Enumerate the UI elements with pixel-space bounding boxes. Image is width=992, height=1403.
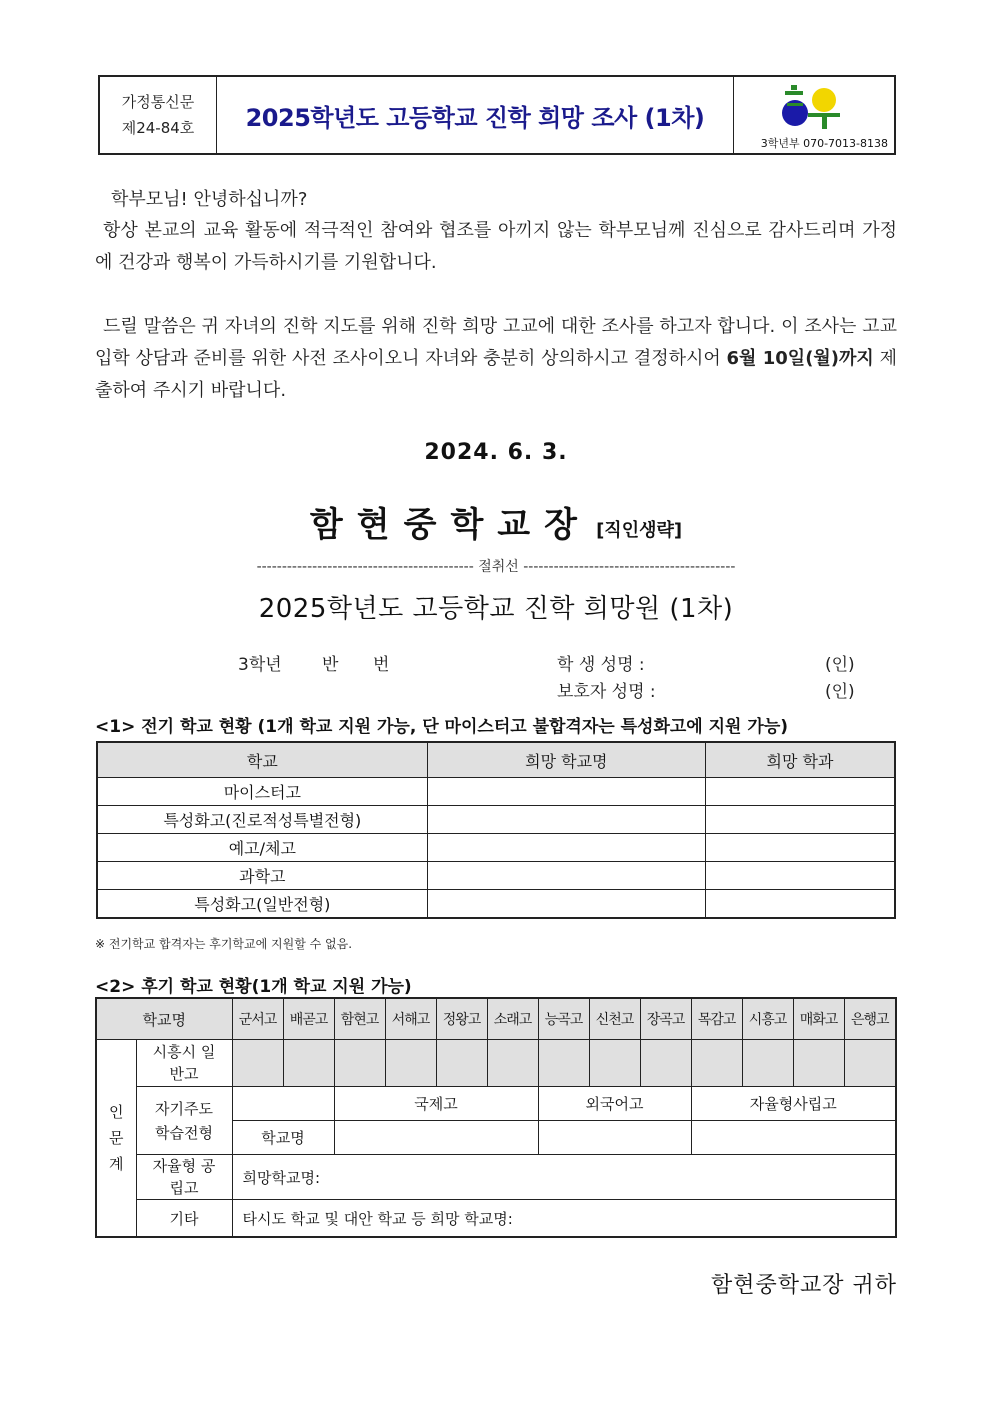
choice-cell[interactable]	[691, 1040, 742, 1087]
choice-cell[interactable]	[334, 1040, 385, 1087]
school-col: 소래고	[487, 998, 538, 1040]
principal-signature	[0, 497, 992, 546]
closing-address: 함현중학교장 귀하	[710, 1273, 897, 1298]
para2-post: 제출하여 주시기 바랍니다.	[95, 348, 897, 401]
other-label: 기타	[136, 1200, 232, 1238]
school-name-label: 학교명	[232, 1121, 334, 1155]
issue-no: 제24-84호	[121, 119, 195, 137]
private-school-header: 자율형사립고	[691, 1087, 896, 1121]
early-school-table	[96, 741, 896, 919]
late-school-table	[95, 997, 897, 1238]
other-school-row	[96, 1200, 896, 1238]
intl-school-input[interactable]	[334, 1121, 538, 1155]
school-col: 매화고	[793, 998, 844, 1040]
humanities-group	[96, 1040, 136, 1238]
class-label: 반	[322, 655, 339, 675]
self-directed-row	[96, 1087, 896, 1121]
parent-seal: (인)	[825, 682, 855, 702]
seal-omitted: [직인생략]	[596, 520, 683, 541]
school-col: 시흥고	[742, 998, 793, 1040]
choice-cell[interactable]	[589, 1040, 640, 1087]
letter-para1	[95, 215, 897, 279]
greeting-text: 학부모님! 안녕하십니까?	[111, 189, 308, 210]
school-type: 과학고	[97, 862, 427, 890]
school-col: 군서고	[232, 998, 283, 1040]
table-header-row	[97, 742, 895, 778]
cut-line: ------------------------------------------- 절취선 ------------------------------------------	[256, 559, 736, 575]
choice-cell[interactable]	[232, 1040, 283, 1087]
col-school: 학교	[97, 742, 427, 778]
student-seal: (인)	[825, 655, 855, 675]
table-row	[97, 862, 895, 890]
school-name-input[interactable]	[427, 806, 705, 834]
section2-title: <2> 후기 학교 현황(1개 학교 지원 가능)	[95, 977, 412, 997]
col-department: 희망 학과	[705, 742, 895, 778]
letter-para2	[95, 311, 897, 407]
school-logo-icon	[782, 83, 846, 133]
school-type: 예고/체고	[97, 834, 427, 862]
issue-number	[100, 77, 217, 153]
choice-cell[interactable]	[487, 1040, 538, 1087]
foreign-lang-input[interactable]	[538, 1121, 691, 1155]
para2-text	[95, 311, 897, 407]
school-name-input[interactable]	[427, 862, 705, 890]
school-col: 서해고	[385, 998, 436, 1040]
header-box	[98, 75, 896, 155]
choice-cell[interactable]	[436, 1040, 487, 1087]
department-input[interactable]	[705, 806, 895, 834]
table-row	[97, 890, 895, 919]
form-title: 2025학년도 고등학교 진학 희망원 (1차)	[258, 594, 734, 624]
grade-label: 3학년	[238, 655, 282, 675]
school-name-input[interactable]	[427, 890, 705, 919]
section1-title: <1> 전기 학교 현황 (1개 학교 지원 가능, 단 마이스터고 불합격자는 특성화고에 지원 가능)	[95, 717, 789, 737]
general-school-row	[96, 1040, 896, 1087]
choice-cell[interactable]	[283, 1040, 334, 1087]
private-school-input[interactable]	[691, 1121, 896, 1155]
other-school-input[interactable]: 타시도 학교 및 대안 학교 등 희망 학교명:	[232, 1200, 896, 1238]
school-name-input[interactable]	[427, 778, 705, 806]
notice-date: 2024. 6. 3.	[424, 440, 568, 465]
school-type: 특성화고(진로적성특별전형)	[97, 806, 427, 834]
table-row	[97, 834, 895, 862]
group-label: 인문계	[109, 1103, 124, 1173]
issue-type: 가정통신문	[121, 93, 195, 111]
parent-name-label: 보호자 성명 :	[557, 682, 656, 702]
school-col: 함현고	[334, 998, 385, 1040]
col-school-name: 희망 학교명	[427, 742, 705, 778]
choice-cell[interactable]	[640, 1040, 691, 1087]
para2-pre: 드릴 말씀은 귀 자녀의 진학 지도를 위해 진학 희망 고교에 대한 조사를 하고자 합니다. 이 조사는 고교 입학 상담과 준비를 위한 사전 조사이오니 자녀와 충분히 상의하시고 결정하시어	[95, 316, 897, 369]
choice-cell[interactable]	[385, 1040, 436, 1087]
dept-phone: 3학년부 070-7013-8138	[760, 137, 888, 150]
letter-greeting	[95, 184, 897, 216]
self-directed-label: 자기주도 학습전형	[136, 1087, 232, 1155]
notice-title: 2025학년도 고등학교 진학 희망 조사 (1차)	[245, 103, 705, 132]
choice-cell[interactable]	[793, 1040, 844, 1087]
public-school-label: 자율형 공립고	[136, 1155, 232, 1200]
school-col: 정왕고	[436, 998, 487, 1040]
school-col: 배곧고	[283, 998, 334, 1040]
department-input[interactable]	[705, 778, 895, 806]
school-type: 특성화고(일반전형)	[97, 890, 427, 919]
school-name-header: 학교명	[96, 998, 232, 1040]
intl-school-header: 국제고	[334, 1087, 538, 1121]
para1-text: 항상 본교의 교육 활동에 적극적인 참여와 협조를 아끼지 않는 학부모님께 진심으로 감사드리며 가정에 건강과 행복이 가득하시기를 기원합니다.	[95, 220, 897, 273]
school-col: 능곡고	[538, 998, 589, 1040]
school-col: 신천고	[589, 998, 640, 1040]
principal-name: 함현중학교장	[309, 505, 591, 545]
choice-cell[interactable]	[538, 1040, 589, 1087]
choice-cell[interactable]	[742, 1040, 793, 1087]
school-header-row	[96, 998, 896, 1040]
number-label: 번	[373, 655, 390, 675]
logo-area	[733, 77, 894, 153]
school-col: 목감고	[691, 998, 742, 1040]
school-type: 마이스터고	[97, 778, 427, 806]
student-name-label: 학 생 성명 :	[557, 655, 645, 675]
department-input[interactable]	[705, 890, 895, 919]
department-input[interactable]	[705, 862, 895, 890]
blank-cell	[232, 1087, 334, 1121]
public-school-input[interactable]: 희망학교명:	[232, 1155, 896, 1200]
school-col: 은행고	[844, 998, 896, 1040]
department-input[interactable]	[705, 834, 895, 862]
public-school-row	[96, 1155, 896, 1200]
choice-cell[interactable]	[844, 1040, 896, 1087]
school-col: 장곡고	[640, 998, 691, 1040]
general-school-label: 시흥시 일반고	[136, 1040, 232, 1087]
early-school-note: ※ 전기학교 합격자는 후기학교에 지원할 수 없음.	[95, 937, 353, 951]
table-row	[97, 806, 895, 834]
foreign-lang-header: 외국어고	[538, 1087, 691, 1121]
deadline: 6월 10일(월)까지	[726, 348, 874, 369]
school-name-input[interactable]	[427, 834, 705, 862]
table-row	[97, 778, 895, 806]
